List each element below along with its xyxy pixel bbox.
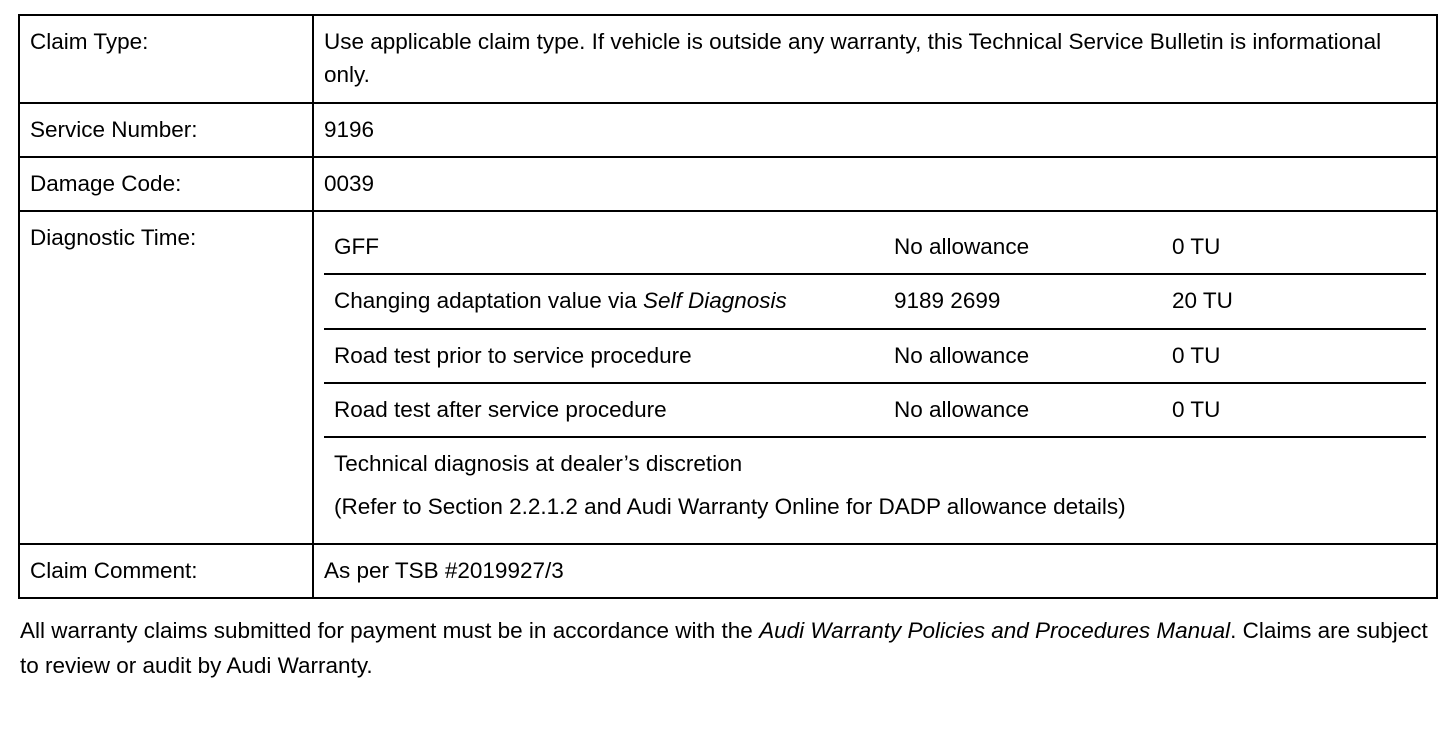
table-row xyxy=(324,221,1426,274)
table-row xyxy=(324,274,1426,328)
table-row xyxy=(324,383,1426,437)
footer-manual-title: Audi Warranty Policies and Procedures Manual xyxy=(759,618,1231,644)
diagnostic-allowance: 9189 2699 xyxy=(884,274,1162,328)
claim-information-table xyxy=(18,14,1438,599)
diagnostic-note-cell xyxy=(324,437,1426,533)
table-row xyxy=(19,103,1437,157)
diagnostic-allowance: No allowance xyxy=(884,383,1162,437)
diagnostic-time-label: Diagnostic Time: xyxy=(19,211,313,544)
table-row xyxy=(19,157,1437,211)
diagnostic-note-line-2: (Refer to Section 2.2.1.2 and Audi Warranty Online for DADP allowance details) xyxy=(334,493,1126,519)
diagnostic-time-cell xyxy=(313,211,1437,544)
diagnostic-allowance: No allowance xyxy=(884,221,1162,274)
table-row xyxy=(19,15,1437,103)
diagnostic-description xyxy=(324,274,884,328)
diagnostic-time-units: 0 TU xyxy=(1162,329,1426,383)
diagnostic-description: Road test prior to service procedure xyxy=(324,329,884,383)
diagnostic-time-table xyxy=(324,221,1426,533)
claim-type-value: Use applicable claim type. If vehicle is outside any warranty, this Technical Service Bulletin is informational only. xyxy=(313,15,1437,103)
diagnostic-time-units: 0 TU xyxy=(1162,221,1426,274)
diagnostic-allowance: No allowance xyxy=(884,329,1162,383)
diagnostic-time-units: 20 TU xyxy=(1162,274,1426,328)
footer-text-after: . Claims are subject to review or audit by Audi Warranty. xyxy=(20,618,1428,679)
warranty-footer-note xyxy=(18,613,1438,683)
diagnostic-time-units: 0 TU xyxy=(1162,383,1426,437)
claim-type-label: Claim Type: xyxy=(19,15,313,103)
footer-text-before: All warranty claims submitted for payment must be in accordance with the xyxy=(20,618,760,644)
service-number-value: 9196 xyxy=(313,103,1437,157)
table-row xyxy=(19,544,1437,598)
damage-code-value: 0039 xyxy=(313,157,1437,211)
table-row xyxy=(19,211,1437,544)
diagnostic-description-text: Changing adaptation value via xyxy=(334,288,643,314)
claim-comment-label: Claim Comment: xyxy=(19,544,313,598)
service-number-label: Service Number: xyxy=(19,103,313,157)
table-row xyxy=(324,437,1426,533)
diagnostic-description: Road test after service procedure xyxy=(324,383,884,437)
claim-comment-value: As per TSB #2019927/3 xyxy=(313,544,1437,598)
diagnostic-note-line-1: Technical diagnosis at dealer’s discretion xyxy=(334,451,743,477)
damage-code-label: Damage Code: xyxy=(19,157,313,211)
diagnostic-description: GFF xyxy=(324,221,884,274)
diagnostic-description-emphasis: Self Diagnosis xyxy=(642,288,787,314)
table-row xyxy=(324,329,1426,383)
